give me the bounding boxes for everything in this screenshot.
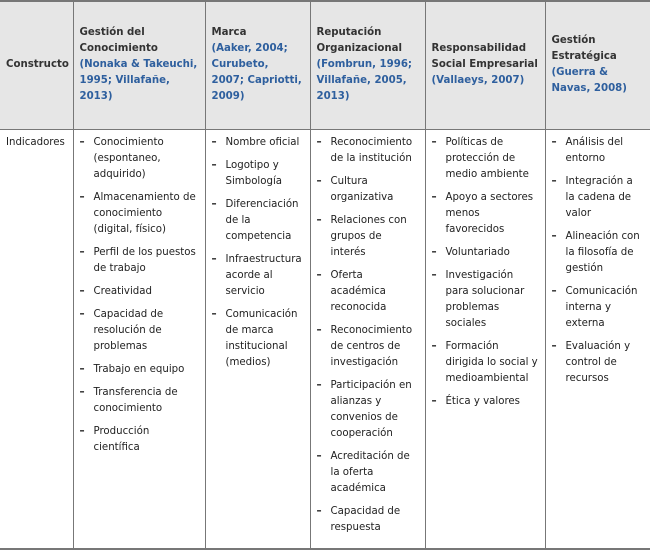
indicator-item: – Análisis del entorno bbox=[552, 135, 645, 167]
indicator-item: – Almacenamiento de conocimiento (digital, físico) bbox=[80, 190, 199, 238]
indicator-item: – Transferencia de conocimiento bbox=[80, 385, 199, 417]
header-reference: (Nonaka & Takeuchi, 1995; Villafañe, 2013) bbox=[79, 59, 198, 103]
indicator-item: – Infraestructura acorde al servicio bbox=[212, 252, 304, 300]
indicator-item: – Voluntariado bbox=[432, 245, 539, 261]
header-reference: (Guerra & Navas, 2008) bbox=[551, 67, 627, 95]
indicator-item: – Participación en alianzas y convenios de cooperación bbox=[317, 378, 419, 442]
indicator-item: – Capacidad de resolución de problemas bbox=[80, 307, 199, 355]
header-title: Marca bbox=[211, 27, 247, 39]
header-cell bbox=[310, 1, 425, 129]
indicator-item: – Comunicación de marca institucional (medios) bbox=[212, 307, 304, 371]
header-title: Responsabilidad Social Empresarial bbox=[431, 43, 538, 71]
row-label: Indicadores bbox=[0, 129, 73, 549]
indicator-cell bbox=[310, 129, 425, 549]
header-reference: (Aaker, 2004; Curubeto, 2007; Capriotti, 2009) bbox=[211, 43, 302, 103]
header-row bbox=[0, 1, 650, 129]
indicator-item: – Comunicación interna y externa bbox=[552, 284, 645, 332]
indicators-row bbox=[0, 129, 650, 549]
indicator-item: – Apoyo a sectores menos favorecidos bbox=[432, 190, 539, 238]
indicator-item: – Reconocimiento de centros de investigación bbox=[317, 323, 419, 371]
indicator-item: – Relaciones con grupos de interés bbox=[317, 213, 419, 261]
indicator-item: – Producción científica bbox=[80, 424, 199, 456]
indicator-item: – Diferenciación de la competencia bbox=[212, 197, 304, 245]
header-title: Constructo bbox=[6, 59, 69, 71]
indicator-item: – Alineación con la filosofía de gestión bbox=[552, 229, 645, 277]
indicator-item: – Creatividad bbox=[80, 284, 199, 300]
indicator-cell bbox=[73, 129, 205, 549]
header-title: Gestión Estratégica bbox=[551, 35, 617, 63]
indicator-item: – Reconocimiento de la institución bbox=[317, 135, 419, 167]
header-cell bbox=[545, 1, 650, 129]
header-cell bbox=[205, 1, 310, 129]
indicator-item: – Políticas de protección de medio ambiente bbox=[432, 135, 539, 183]
header-cell bbox=[73, 1, 205, 129]
header-title: Reputación Organizacional bbox=[316, 27, 403, 55]
indicator-item: – Conocimiento (espontaneo, adquirido) bbox=[80, 135, 199, 183]
indicator-item: – Ética y valores bbox=[432, 394, 539, 410]
indicator-item: – Evaluación y control de recursos bbox=[552, 339, 645, 387]
indicator-cell bbox=[425, 129, 545, 549]
indicator-item: – Oferta académica reconocida bbox=[317, 268, 419, 316]
header-reference: (Vallaeys, 2007) bbox=[431, 75, 525, 87]
header-cell bbox=[425, 1, 545, 129]
indicator-item: – Logotipo y Simbología bbox=[212, 158, 304, 190]
indicator-item: – Investigación para solucionar problemas sociales bbox=[432, 268, 539, 332]
indicator-item: – Nombre oficial bbox=[212, 135, 304, 151]
indicator-item: – Integración a la cadena de valor bbox=[552, 174, 645, 222]
indicator-cell bbox=[545, 129, 650, 549]
indicator-item: – Trabajo en equipo bbox=[80, 362, 199, 378]
indicator-item: – Capacidad de respuesta bbox=[317, 504, 419, 536]
indicator-item: – Formación dirigida lo social y medioambiental bbox=[432, 339, 539, 387]
header-title: Gestión del Conocimiento bbox=[79, 27, 158, 55]
indicator-cell bbox=[205, 129, 310, 549]
indicator-item: – Acreditación de la oferta académica bbox=[317, 449, 419, 497]
indicator-item: – Perfil de los puestos de trabajo bbox=[80, 245, 199, 277]
header-cell bbox=[0, 1, 73, 129]
header-reference: (Fombrun, 1996; Villafañe, 2005, 2013) bbox=[316, 59, 412, 103]
indicator-item: – Cultura organizativa bbox=[317, 174, 419, 206]
